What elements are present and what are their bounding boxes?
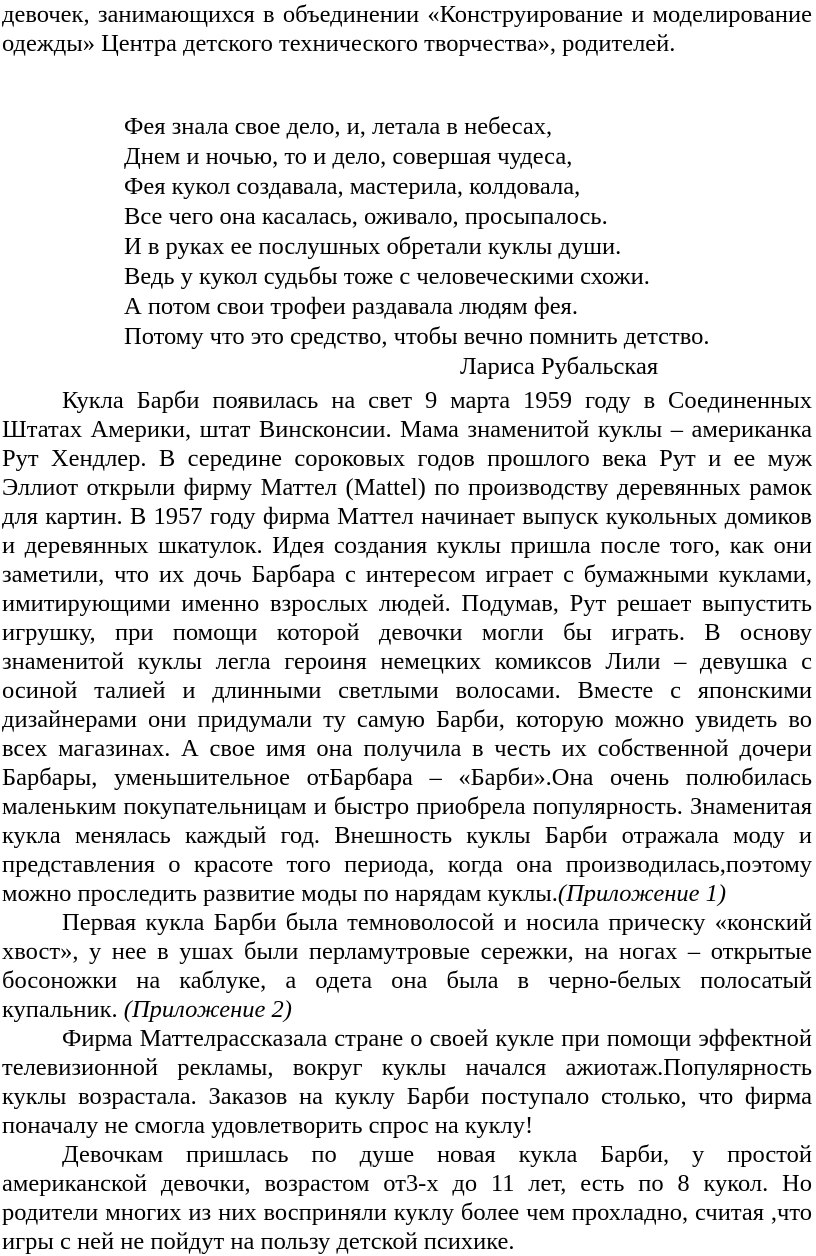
poem-line: Фея кукол создавала, мастерила, колдовала, (124, 173, 581, 200)
paragraph-text: Кукла Барби появилась на свет 9 марта 1959 году в Соединенных Штатах Америки, штат Винсконсии. Мама знаменитой куклы – американка Рут Хендлер. В середине сороковых годов прошлого века Рут и ее муж Эллиот открыли фирму Маттел (Mattel) по производству деревянных рамок для картин. В 1957 году фирма Маттел начинает выпуск кукольных домиков и деревянных шкатулок. Идея создания куклы пришла после того, как они заметили, что их дочь Барбара с интересом играет с бумажными куклами, имитирующими именно взрослых людей. Подумав, Рут решает выпустить игрушку, при помощи которой девочки могли бы играть. В основу знаменитой куклы легла героиня немецких комиксов Лили – девушка с осиной талией и длинными светлыми волосами. Вместе с японскими дизайнерами они придумали ту самую Барби, которую можно увидеть во всех магазинах. А свое имя она получила в честь их собственной дочери Барбары, уменьшительное отБарбара – «Барби».Она очень полюбилась маленьким покупательницам и быстро приобрела популярность. Знаменитая кукла менялась каждый год. Внешность куклы Барби отражала моду и представления о красоте того периода, когда она производилась,поэтому можно проследить развитие моды по нарядам куклы. (2, 387, 812, 907)
poem-line: Фея знала свое дело, и, летала в небесах, (124, 113, 553, 140)
poem (124, 112, 709, 382)
body-paragraph-4 (0, 1140, 816, 1256)
intro-paragraph: девочек, занимающихся в объединении «Конструирование и моделирование одежды» Центра детского технического творчества», родителей. (2, 1, 812, 57)
body-paragraph-3 (0, 1024, 816, 1140)
intro-block (0, 0, 816, 58)
poem-line: Днем и ночью, то и дело, совершая чудеса, (124, 143, 573, 170)
poem-line: Потому что это средство, чтобы вечно помнить детство. (124, 323, 710, 350)
poem-line: Ведь у кукол судьбы тоже с человеческими схожи. (124, 263, 650, 290)
poem-line: И в руках ее послушных обретали куклы души. (124, 233, 622, 260)
poem-line: А потом свои трофеи раздавала людям фея. (124, 293, 578, 320)
main-text (0, 386, 816, 1256)
appendix-reference: (Приложение 1) (557, 880, 727, 907)
poem-line: Все чего она касалась, оживало, просыпалось. (124, 203, 608, 230)
paragraph-text: Первая кукла Барби была темноволосой и носила прическу «конский хвост», у нее в ушах были перламутровые сережки, на ногах – открытые босоножки на каблуке, а одета она была в черно-белых полосатый купальник. (2, 909, 812, 1023)
appendix-reference: (Приложение 2) (123, 996, 292, 1023)
body-paragraph-1 (0, 386, 816, 908)
paragraph-text: Девочкам пришлась по душе новая кукла Барби, у простой американской девочки, возрастом от3-х до 11 лет, есть по 8 кукол. Но родители многих из них восприняли куклу более чем прохладно, считая ,что игры с ней не пойдут на пользу детской психике. (2, 1141, 812, 1255)
body-paragraph-2 (0, 908, 816, 1024)
poem-author: Лариса Рубальская (460, 353, 659, 380)
paragraph-text: Фирма Маттелрассказала стране о своей кукле при помощи эффектной телевизионной рекламы, вокруг куклы начался ажиотаж.Популярность куклы возрастала. Заказов на куклу Барби поступало столько, что фирма поначалу не смогла удовлетворить спрос на куклу! (2, 1025, 812, 1139)
